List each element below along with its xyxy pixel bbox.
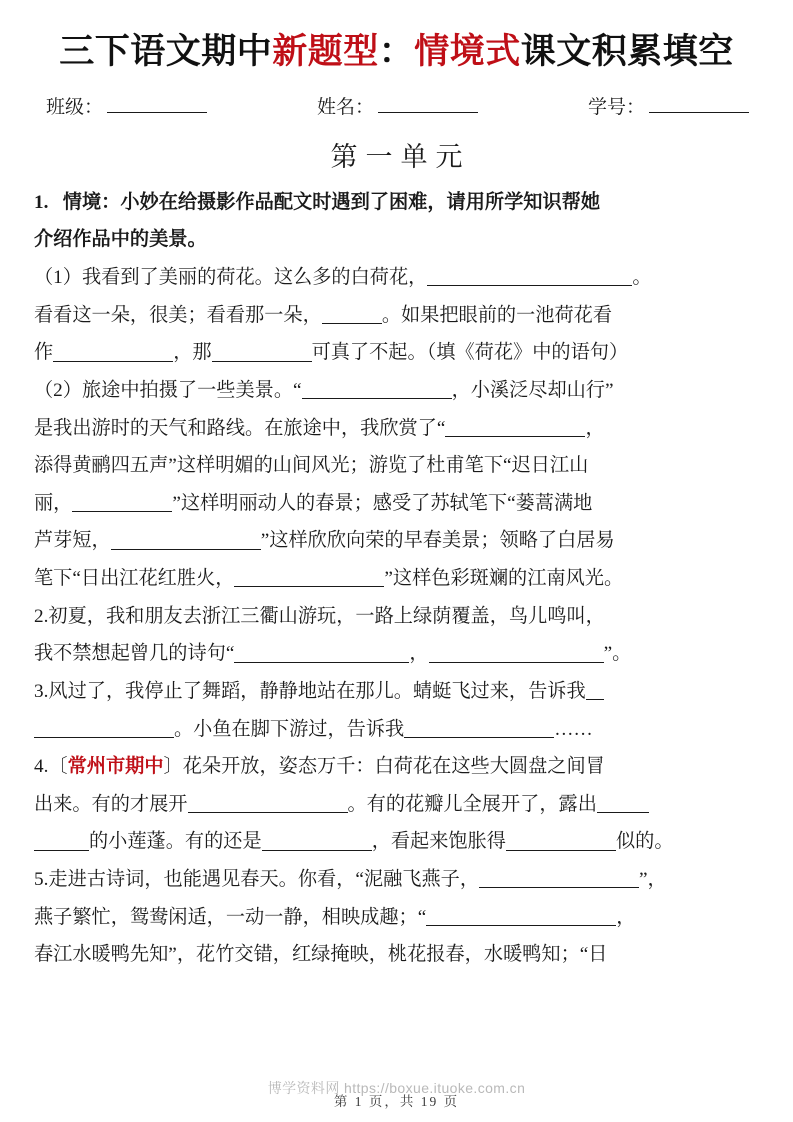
name-blank[interactable] [378,112,478,113]
question-5-text-c: 燕子繁忙，鸳鸯闲适，一动一静，相映成趣；“ [34,906,427,928]
sub-2-marker: （2） [34,379,82,401]
sub-2-text-g: 芦芽短， [34,530,111,552]
question-4-text-c: 。有的花瓣儿全展开了，露出 [347,793,597,815]
answer-blank[interactable] [597,794,649,813]
question-1-sub-1-line-3 [34,334,759,372]
student-info-row [46,92,749,119]
sub-1-marker: （1） [34,267,82,288]
student-id-field[interactable] [588,92,749,119]
answer-blank[interactable] [427,267,632,286]
question-4-text-a: 花朵开放，姿态万千：白荷花在这些大圆盘之间冒 [182,756,605,778]
title-part-1: 三下语文期中 [59,32,273,71]
question-4-line-3 [34,823,759,861]
question-2-line-2 [34,635,759,673]
answer-blank[interactable] [586,681,604,700]
question-4-line-1 [34,748,759,786]
sub-1-text-f: ，那 [173,342,212,364]
answer-blank[interactable] [212,342,312,361]
sub-1-text-e: 作 [34,342,54,364]
sub-2-text-e: 丽， [34,492,73,514]
question-1-sub-2-line-4 [34,485,759,523]
question-1-number: 1. [34,191,49,213]
question-4-line-2 [34,786,759,824]
question-2-text-b: ， [409,643,429,665]
student-id-label: 学号： [587,96,645,118]
answer-blank[interactable] [234,568,384,587]
tag-bracket-close: 〕 [163,756,183,778]
tag-bracket-open: 〔 [48,756,68,778]
question-1-prompt-line-2: 介绍作品中的美景。 [34,229,207,251]
page-footer: 第 1 页，共 19 页 [333,1094,460,1109]
sub-2-text-c: 是我出游时的天气和路线。在旅途中，我欣赏了“ [34,417,446,439]
answer-blank[interactable] [188,794,348,813]
answer-blank[interactable] [506,832,616,851]
unit-heading: 第一单元 [330,141,471,172]
name-label: 姓名： [316,96,374,118]
question-1-prompt: 情境：小妙在给摄影作品配文时遇到了困难，请用所学知识帮她 [62,191,601,213]
question-2-text-c: ”。 [603,643,632,665]
question-5-line-2 [34,899,759,937]
answer-blank[interactable] [404,719,554,738]
answer-blank[interactable] [262,832,372,851]
question-3-line-1 [34,673,759,711]
class-blank[interactable] [107,112,207,113]
question-1-sub-2-line-6 [34,560,759,598]
question-5-text-a: 5.走进古诗词，也能遇见春天。你看，“泥融飞燕子， [34,869,480,890]
question-3-text-a: 3.风过了，我停止了舞蹈，静静地站在那儿。蜻蜓飞过来，告诉我 [34,680,586,702]
sub-1-text-c: 看看这一朵，很美；看看那一朵， [34,304,322,326]
sub-2-text-i: 笔下“日出江花红胜火， [34,568,235,589]
question-1-sub-2-line-3: 添得黄鹂四五声”这样明媚的山间风光；游览了杜甫笔下“迟日江山 [34,455,589,477]
question-2-text-a: 我不禁想起曾几的诗句“ [34,643,235,665]
student-id-blank[interactable] [649,112,749,113]
class-label: 班级： [46,96,104,118]
sub-2-text-h: ”这样欣欣向荣的早春美景；领略了白居易 [260,530,615,552]
question-1-sub-2-line-1 [34,372,759,410]
sub-1-text-d: 。如果把眼前的一池荷花看 [381,304,613,326]
class-field[interactable] [46,92,207,119]
question-4-text-d: 的小莲蓬。有的还是 [89,831,262,853]
answer-blank[interactable] [322,305,382,324]
answer-blank[interactable] [34,719,174,738]
question-4-text-f: 似的。 [616,831,674,853]
question-3-text-b: 。小鱼在脚下游过，告诉我 [174,718,405,740]
sub-2-text-a: 旅途中拍摄了一些美景。“ [81,379,302,401]
question-1-prompt-line-1 [34,184,759,222]
question-4-number: 4. [34,756,49,778]
answer-blank[interactable] [445,418,585,437]
question-4-text-b: 出来。有的才展开 [34,793,188,815]
name-field[interactable] [317,92,478,119]
sub-2-text-j: ”这样色彩斑斓的江南风光。 [384,568,624,589]
question-3-line-2 [34,711,759,749]
question-4-text-e: ，看起来饱胀得 [371,831,506,853]
question-5-line-1 [34,861,759,899]
question-1-sub-2-line-2 [34,410,759,448]
title-part-new-question-type: 新题型 [272,32,379,71]
page-title [34,30,759,74]
question-1-sub-1-line-1 [34,259,759,297]
question-3-text-c: …… [554,718,593,740]
answer-blank[interactable] [479,869,639,888]
sub-2-text-d: ， [585,417,605,439]
answer-blank[interactable] [53,342,173,361]
sub-1-text-a: 我看到了美丽的荷花。这么多的白荷花， [81,267,428,288]
answer-blank[interactable] [111,531,261,550]
title-part-situational: 情境式 [414,32,521,71]
title-part-4: 课文积累填空 [520,32,734,71]
title-colon: ： [378,32,415,71]
answer-blank[interactable] [234,643,409,662]
question-2-line-1: 2.初夏，我和朋友去浙江三衢山游玩，一路上绿荫覆盖，鸟儿鸣叫， [34,605,605,627]
question-5-line-3: 春江水暖鸭先知”，花竹交错，红绿掩映，桃花报春，水暖鸭知；“日 [34,944,608,966]
question-1-sub-1-line-2 [34,297,759,335]
answer-blank[interactable] [302,380,452,399]
site-watermark: 博学资料网 https://boxue.ituoke.com.cn [267,1080,526,1096]
sub-2-text-b: ，小溪泛尽却山行” [451,379,614,401]
exam-source-tag: 常州市期中 [67,756,164,778]
answer-blank[interactable] [72,493,172,512]
question-5-text-d: ， [616,906,636,928]
questions-body [34,184,759,974]
answer-blank[interactable] [34,832,89,851]
sub-1-text-g: 可真了不起。（填《荷花》中的语句） [311,342,629,364]
sub-2-text-f: ”这样明丽动人的春景；感受了苏轼笔下“蒌蒿满地 [172,492,593,514]
answer-blank[interactable] [426,907,616,926]
answer-blank[interactable] [429,643,604,662]
question-1-sub-2-line-5 [34,522,759,560]
sub-1-text-b: 。 [632,267,652,288]
question-5-text-b: ”， [639,869,667,890]
